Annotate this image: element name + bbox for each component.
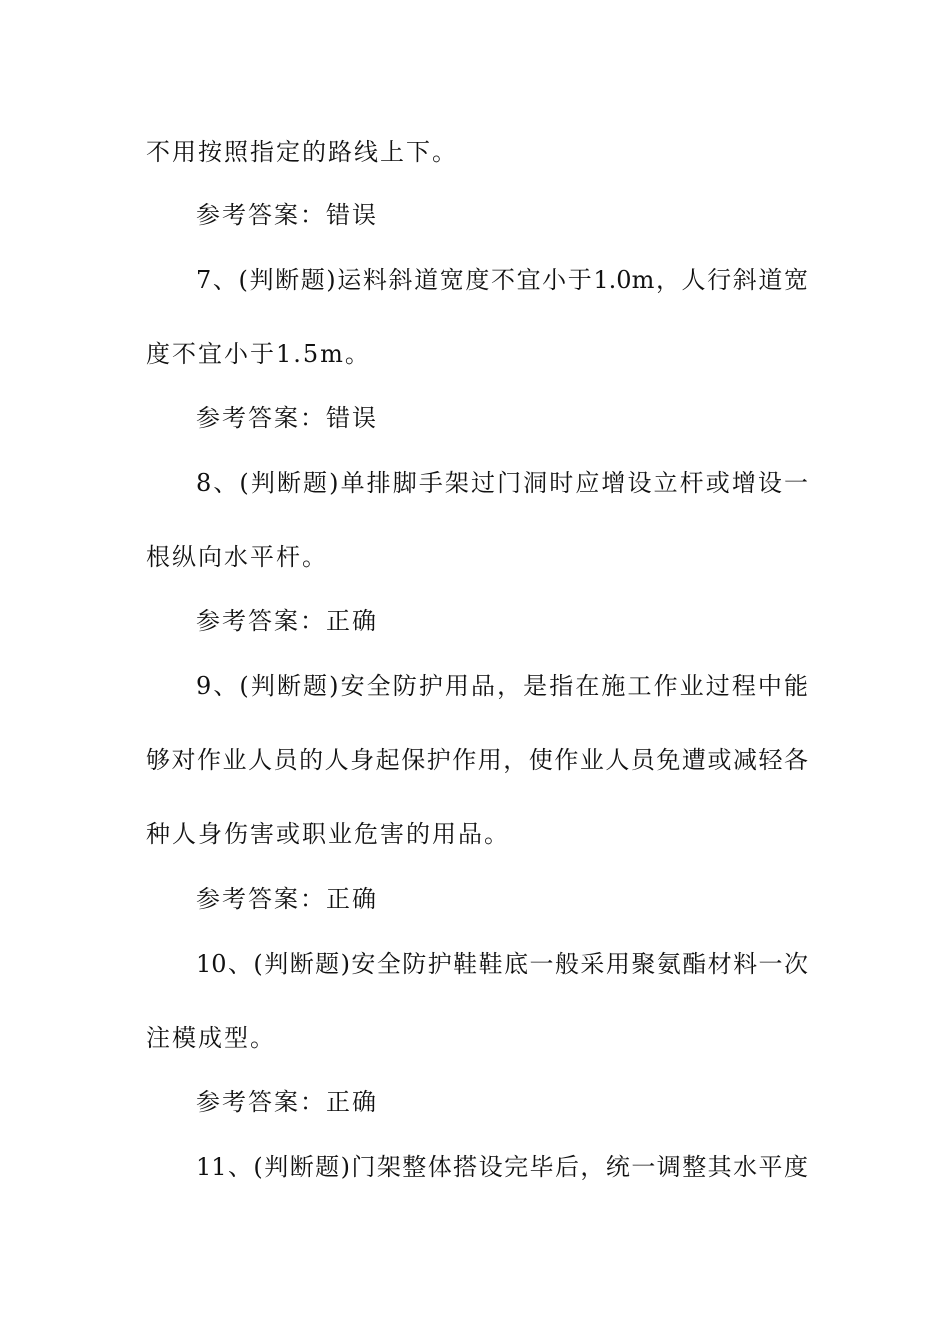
answer-8: 参考答案：正确 (196, 607, 378, 635)
question-7-text: 7、(判断题)运料斜道宽度不宜小于1.0m，人行斜道宽 (196, 266, 808, 294)
answer-10: 参考答案：正确 (196, 1088, 378, 1116)
question-7-text-end: 度不宜小于1.5m。 (146, 340, 371, 368)
question-8-text-end: 根纵向水平杆。 (146, 543, 328, 571)
answer-9: 参考答案：正确 (196, 885, 378, 913)
question-8-text: 8、(判断题)单排脚手架过门洞时应增设立杆或增设一 (196, 469, 808, 497)
answer-7: 参考答案：错误 (196, 404, 378, 432)
question-10-text: 10、(判断题)安全防护鞋鞋底一般采用聚氨酯材料一次 (196, 950, 808, 978)
answer-6: 参考答案：错误 (196, 201, 378, 229)
question-9-text: 9、(判断题)安全防护用品，是指在施工作业过程中能 (196, 672, 808, 700)
question-9-text-end: 种人身伤害或职业危害的用品。 (146, 820, 510, 848)
question-10-text-end: 注模成型。 (146, 1024, 276, 1052)
question-9-text-cont: 够对作业人员的人身起保护作用，使作业人员免遭或减轻各 (146, 746, 808, 774)
question-6-text-end: 不用按照指定的路线上下。 (146, 138, 458, 166)
question-11-text: 11、(判断题)门架整体搭设完毕后，统一调整其水平度 (196, 1153, 808, 1181)
